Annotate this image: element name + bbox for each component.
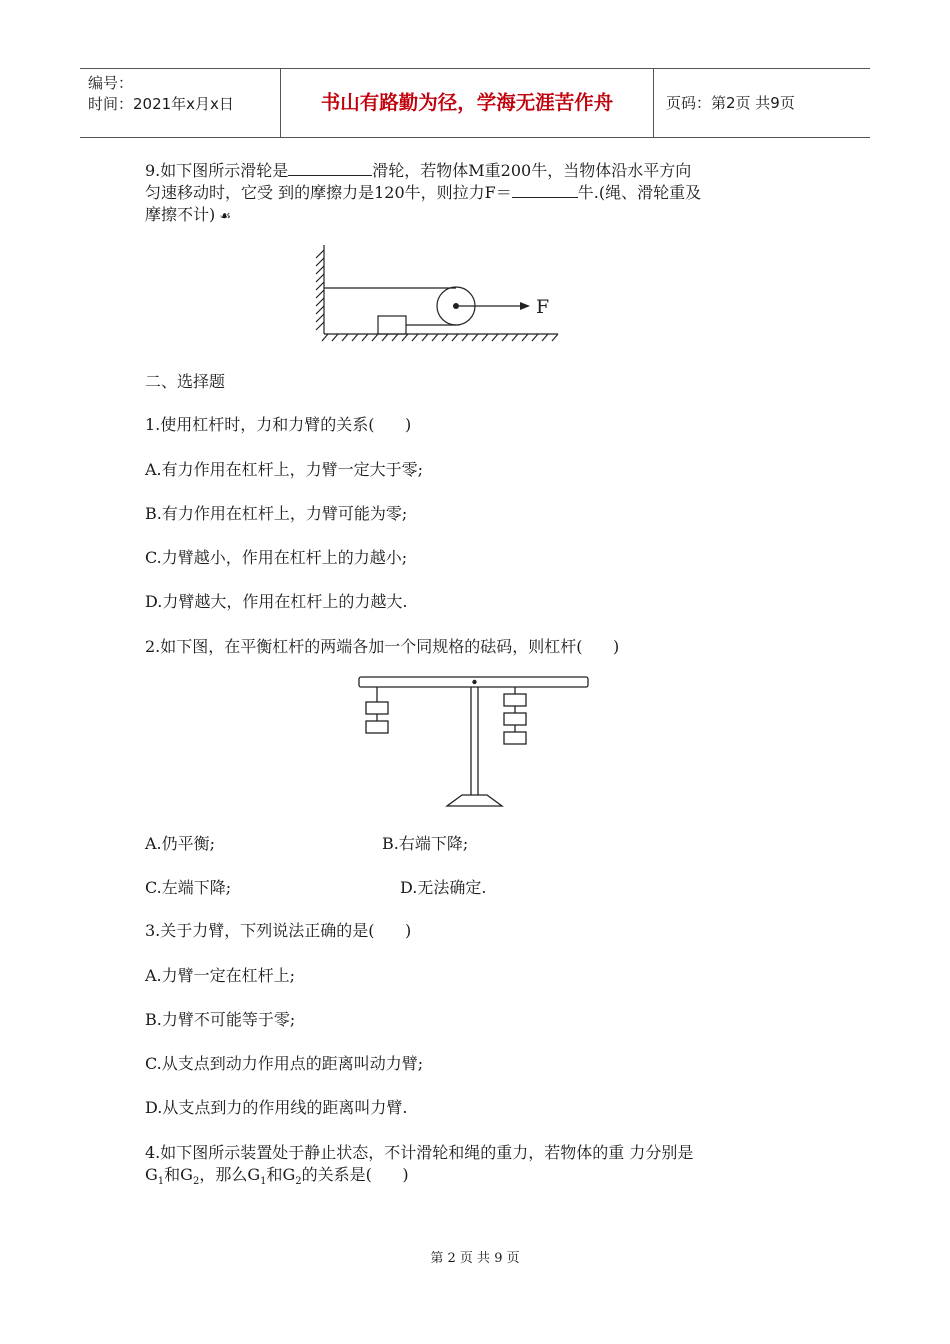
q9-line3 [145,204,231,228]
q9-line1 [145,160,691,182]
q9-line2 [145,182,701,204]
q9-line2-start: 匀速移动时，它受 到的摩擦力是120牛，则拉力F＝ [145,183,512,202]
number-label: 编号： [88,74,134,92]
q1-option-a: A.有力作用在杠杆上，力臂一定大于零; [145,460,424,479]
q2-stem: 2.如下图，在平衡杠杆的两端各加一个同规格的砝码，则杠杆( ) [145,637,620,656]
time-label: 时间：2021年x月x日 [88,95,234,113]
section-title: 二、选择题 [145,372,226,391]
q9-blank-2 [512,182,578,198]
floor-hatching [322,334,558,341]
q2-option-d: D.无法确定. [400,878,487,897]
header-page-label: 页码：第2页 共9页 [666,94,795,112]
q3-option-d: D.从支点到力的作用线的距离叫力臂. [145,1098,408,1117]
q2-option-b: B.右端下降; [382,834,469,853]
stand-base [447,795,502,806]
q4-stem-line2: $G_1$和$G_2$，那么$G_1$和$G_2$的关系是( ) [145,1165,409,1188]
q9-line3-text: 摩擦不计) [145,205,216,224]
q9-line2-end: 牛.(绳、滑轮重及 [577,183,702,202]
right-weight-1 [504,694,526,706]
q9-line1-start: 9.如下图所示滑轮是 [145,161,289,180]
q2-option-a: A.仍平衡; [145,834,216,853]
force-label: F [536,296,550,318]
page-header [80,68,870,138]
block-m [378,316,406,334]
q1-option-d: D.力臂越大，作用在杠杆上的力越大. [145,592,408,611]
q3-option-c: C.从支点到动力作用点的距离叫动力臂; [145,1054,424,1073]
pulley-axle [453,303,459,309]
header-info [80,69,281,137]
q1-option-b: B.有力作用在杠杆上，力臂可能为零; [145,504,408,523]
pulley-diagram [310,240,565,345]
left-weight-2 [366,721,388,733]
q2-option-c: C.左端下降; [145,878,232,897]
lever-diagram [350,672,600,812]
q9-blank-1 [288,160,372,176]
header-motto: 书山有路勤为径，学海无涯苦作舟 [281,69,654,137]
q1-option-c: C.力臂越小，作用在杠杆上的力越小; [145,548,408,567]
arrow-icon [520,302,530,310]
q9-line1-end: 滑轮，若物体M重200牛，当物体沿水平方向 [372,161,692,180]
right-weight-3 [504,732,526,744]
flourish-icon: ☙ [215,209,232,224]
q3-option-b: B.力臂不可能等于零; [145,1010,296,1029]
q4-stem: 4.如下图所示装置处于静止状态，不计滑轮和绳的重力，若物体的重 力分别是 [145,1143,694,1162]
right-weight-2 [504,713,526,725]
page-footer: 第 2 页 共 9 页 [430,1251,520,1266]
q3-stem: 3.关于力臂，下列说法正确的是( ) [145,921,412,940]
q3-option-a: A.力臂一定在杠杆上; [145,966,296,985]
left-weight-1 [366,702,388,714]
q1-stem: 1.使用杠杆时，力和力臂的关系( ) [145,415,412,434]
fulcrum-dot [472,680,476,684]
wall-hatching [316,250,324,330]
